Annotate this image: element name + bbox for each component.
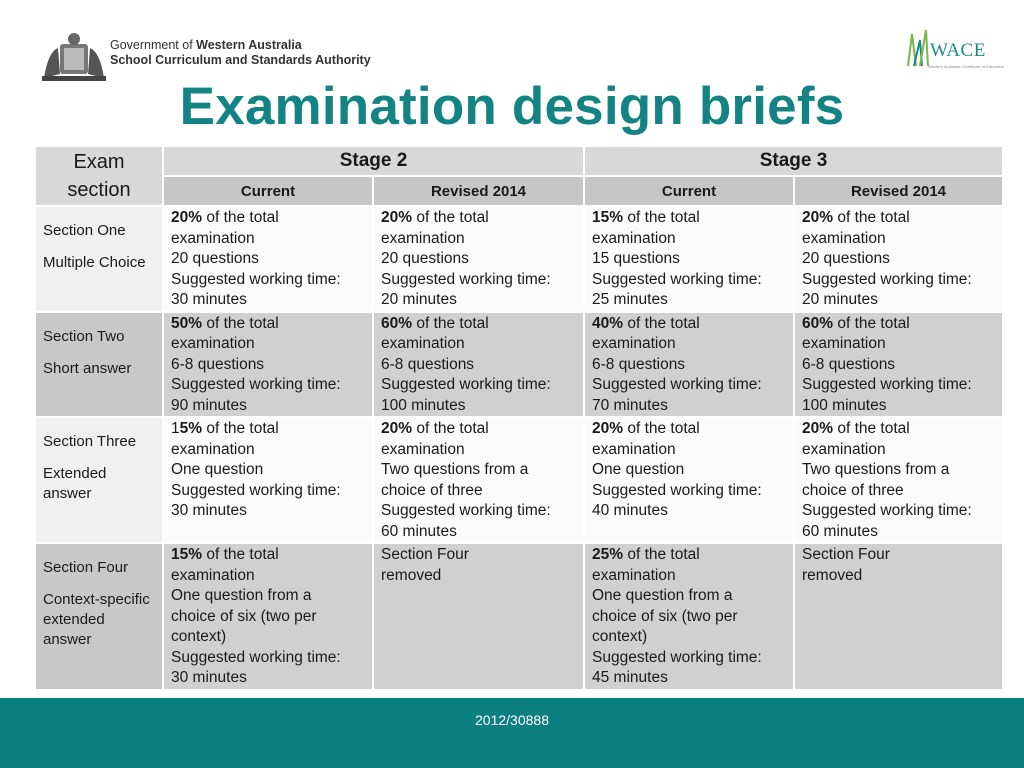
detail-line: choice of six (two per	[171, 607, 317, 625]
exam-detail-cell	[794, 543, 1003, 690]
subheader-stage3-revised: Revised 2014	[794, 176, 1003, 206]
weighting-text: of the total	[412, 420, 489, 437]
weighting-line	[802, 419, 996, 440]
exam-design-table	[34, 145, 1004, 691]
section-type: Extended answer	[43, 465, 107, 502]
detail-line: examination	[381, 440, 465, 458]
weighting-percent: 20%	[381, 420, 413, 437]
exam-detail-cell	[373, 543, 584, 690]
exam-detail-cell	[584, 543, 794, 690]
detail-line: context)	[171, 628, 227, 645]
exam-detail-cell	[163, 206, 373, 312]
detail-line: Suggested working time:	[171, 270, 341, 288]
detail-line: Two questions from a	[381, 461, 529, 478]
gov-line1-prefix: Government of	[110, 38, 197, 52]
detail-line: 30 minutes	[171, 291, 247, 308]
weighting-line	[592, 208, 787, 229]
section-name: Section Four	[43, 559, 129, 576]
subheader-stage2-current: Current	[163, 176, 373, 206]
section-cell	[35, 312, 163, 418]
detail-line: 20 minutes	[802, 291, 878, 308]
detail-line: Suggested working time:	[171, 376, 341, 393]
detail-line: Suggested working time:	[592, 648, 762, 666]
weighting-percent: 25%	[592, 546, 624, 563]
detail-line: Two questions from a	[802, 461, 950, 478]
detail-line: 20 questions	[381, 250, 469, 267]
detail-line: examination	[802, 229, 886, 247]
detail-line: examination	[802, 335, 886, 352]
detail-line: 15 questions	[592, 250, 680, 267]
detail-line: choice of three	[381, 481, 483, 499]
table-row	[35, 543, 1003, 690]
detail-line: examination	[171, 440, 255, 458]
detail-line: Suggested working time:	[802, 376, 972, 393]
detail-line: examination	[592, 335, 676, 352]
weighting-percent: 20%	[802, 209, 834, 226]
weighting-line	[381, 208, 577, 229]
weighting-text: of the total	[623, 209, 700, 226]
weighting-line	[171, 545, 366, 566]
weighting-line	[592, 545, 787, 566]
detail-line: 25 minutes	[592, 291, 668, 308]
weighting-percent: 20%	[592, 420, 624, 437]
detail-line: 20 questions	[171, 250, 259, 267]
exam-detail-cell	[794, 417, 1003, 543]
detail-line: 60 minutes	[802, 522, 878, 540]
detail-line: Suggested working time:	[802, 270, 972, 288]
weighting-text: of the total	[623, 314, 700, 332]
detail-line: examination	[381, 229, 465, 247]
detail-line: examination	[171, 229, 255, 247]
stage-2-header: Stage 2	[163, 146, 584, 176]
detail-line: examination	[381, 335, 465, 352]
exam-header-line1: Exam	[73, 151, 125, 173]
weighting-text: of the total	[623, 546, 700, 563]
detail-line: 20 minutes	[381, 291, 457, 308]
weighting-line	[171, 208, 366, 229]
weighting-percent: 50%	[171, 314, 203, 332]
detail-line: examination	[171, 566, 255, 584]
weighting-percent: 60%	[381, 314, 413, 332]
weighting-percent: 20%	[171, 209, 203, 226]
government-heading	[110, 38, 371, 68]
section-type: Multiple Choice	[43, 254, 146, 271]
removed-text: removed	[802, 566, 863, 584]
wace-name: WACE	[930, 40, 986, 61]
detail-line: One question from a	[171, 587, 312, 604]
detail-line: One question from a	[592, 587, 733, 604]
detail-line: 20 questions	[802, 250, 890, 267]
weighting-line	[592, 419, 787, 440]
section-cell	[35, 543, 163, 690]
weighting-percent: 60%	[802, 314, 834, 332]
detail-line: 30 minutes	[171, 502, 247, 519]
detail-line: examination	[592, 229, 676, 247]
detail-line: 30 minutes	[171, 669, 247, 686]
exam-detail-cell	[163, 312, 373, 418]
weighting-text: of the total	[202, 420, 279, 437]
detail-line: 40 minutes	[592, 502, 668, 519]
detail-line: examination	[592, 440, 676, 458]
weighting-prefix: 1	[171, 420, 180, 437]
detail-line: Suggested working time:	[592, 376, 762, 393]
removed-text: removed	[381, 566, 442, 584]
subheader-stage2-revised: Revised 2014	[373, 176, 584, 206]
detail-line: One question	[592, 461, 685, 478]
weighting-text: of the total	[412, 314, 489, 332]
detail-line: 45 minutes	[592, 669, 668, 686]
section-name: Section One	[43, 222, 126, 239]
table-row	[35, 417, 1003, 543]
detail-line: context)	[592, 628, 648, 645]
exam-detail-cell	[584, 417, 794, 543]
weighting-line	[802, 314, 996, 335]
authority-name: School Curriculum and Standards Authority	[110, 53, 371, 67]
detail-line: choice of six (two per	[592, 607, 738, 625]
detail-line: 70 minutes	[592, 396, 668, 414]
weighting-text: of the total	[623, 420, 700, 437]
exam-detail-cell	[584, 206, 794, 312]
gov-line1-bold: Western Australia	[196, 38, 302, 52]
exam-detail-cell	[163, 543, 373, 690]
weighting-percent: 20%	[802, 420, 834, 437]
weighting-percent: 15%	[171, 546, 203, 563]
exam-detail-cell	[373, 312, 584, 418]
weighting-text: of the total	[202, 314, 279, 332]
table-row	[35, 312, 1003, 418]
stage-3-header: Stage 3	[584, 146, 1003, 176]
weighting-percent: 5%	[179, 420, 203, 437]
detail-line: One question	[171, 461, 264, 478]
removed-text: Section Four	[802, 546, 890, 563]
weighting-percent: 15%	[592, 209, 624, 226]
weighting-percent: 40%	[592, 314, 624, 332]
exam-header-line2: section	[67, 179, 131, 201]
section-cell	[35, 417, 163, 543]
detail-line: 100 minutes	[802, 396, 887, 414]
weighting-text: of the total	[202, 546, 279, 563]
detail-line: 6-8 questions	[171, 355, 265, 373]
detail-line: examination	[592, 566, 676, 584]
detail-line: Suggested working time:	[592, 481, 762, 499]
detail-line: 100 minutes	[381, 396, 466, 414]
section-name: Section Two	[43, 327, 125, 345]
detail-line: Suggested working time:	[381, 376, 551, 393]
weighting-percent: 20%	[381, 209, 413, 226]
wace-subtitle: Western Australian Certificate of Education	[928, 64, 1004, 69]
exam-detail-cell	[373, 417, 584, 543]
footer-code: 2012/30888	[475, 712, 549, 728]
detail-line: 60 minutes	[381, 522, 457, 540]
exam-detail-cell	[794, 206, 1003, 312]
exam-detail-cell	[584, 312, 794, 418]
weighting-line	[592, 314, 787, 335]
page-title: Examination design briefs	[179, 77, 845, 136]
detail-line: 6-8 questions	[381, 355, 475, 373]
exam-detail-cell	[373, 206, 584, 312]
weighting-text: of the total	[202, 209, 279, 226]
weighting-line	[381, 419, 577, 440]
section-type: Short answer	[43, 359, 132, 377]
weighting-text: of the total	[412, 209, 489, 226]
subheader-stage3-current: Current	[584, 176, 794, 206]
weighting-text: of the total	[833, 420, 910, 437]
detail-line: 90 minutes	[171, 396, 247, 414]
weighting-line	[171, 314, 366, 335]
detail-line: examination	[802, 440, 886, 458]
weighting-text: of the total	[833, 209, 910, 226]
detail-line: examination	[171, 335, 255, 352]
detail-line: Suggested working time:	[171, 648, 341, 666]
detail-line: Suggested working time:	[171, 481, 341, 499]
exam-section-header	[35, 146, 163, 206]
removed-text: Section Four	[381, 546, 469, 563]
weighting-line	[802, 208, 996, 229]
detail-line: Suggested working time:	[592, 270, 762, 288]
exam-detail-cell	[163, 417, 373, 543]
section-type: Context-specific extended answer	[43, 591, 150, 648]
weighting-line	[381, 314, 577, 335]
detail-line: 6-8 questions	[592, 355, 686, 373]
detail-line: choice of three	[802, 481, 904, 499]
detail-line: Suggested working time:	[802, 502, 972, 519]
weighting-line	[171, 419, 366, 440]
section-cell	[35, 206, 163, 312]
footer-bar	[0, 698, 1024, 768]
section-name: Section Three	[43, 433, 137, 450]
table-row	[35, 206, 1003, 312]
exam-detail-cell	[794, 312, 1003, 418]
detail-line: 6-8 questions	[802, 355, 896, 373]
detail-line: Suggested working time:	[381, 270, 551, 288]
weighting-text: of the total	[833, 314, 910, 332]
detail-line: Suggested working time:	[381, 502, 551, 519]
